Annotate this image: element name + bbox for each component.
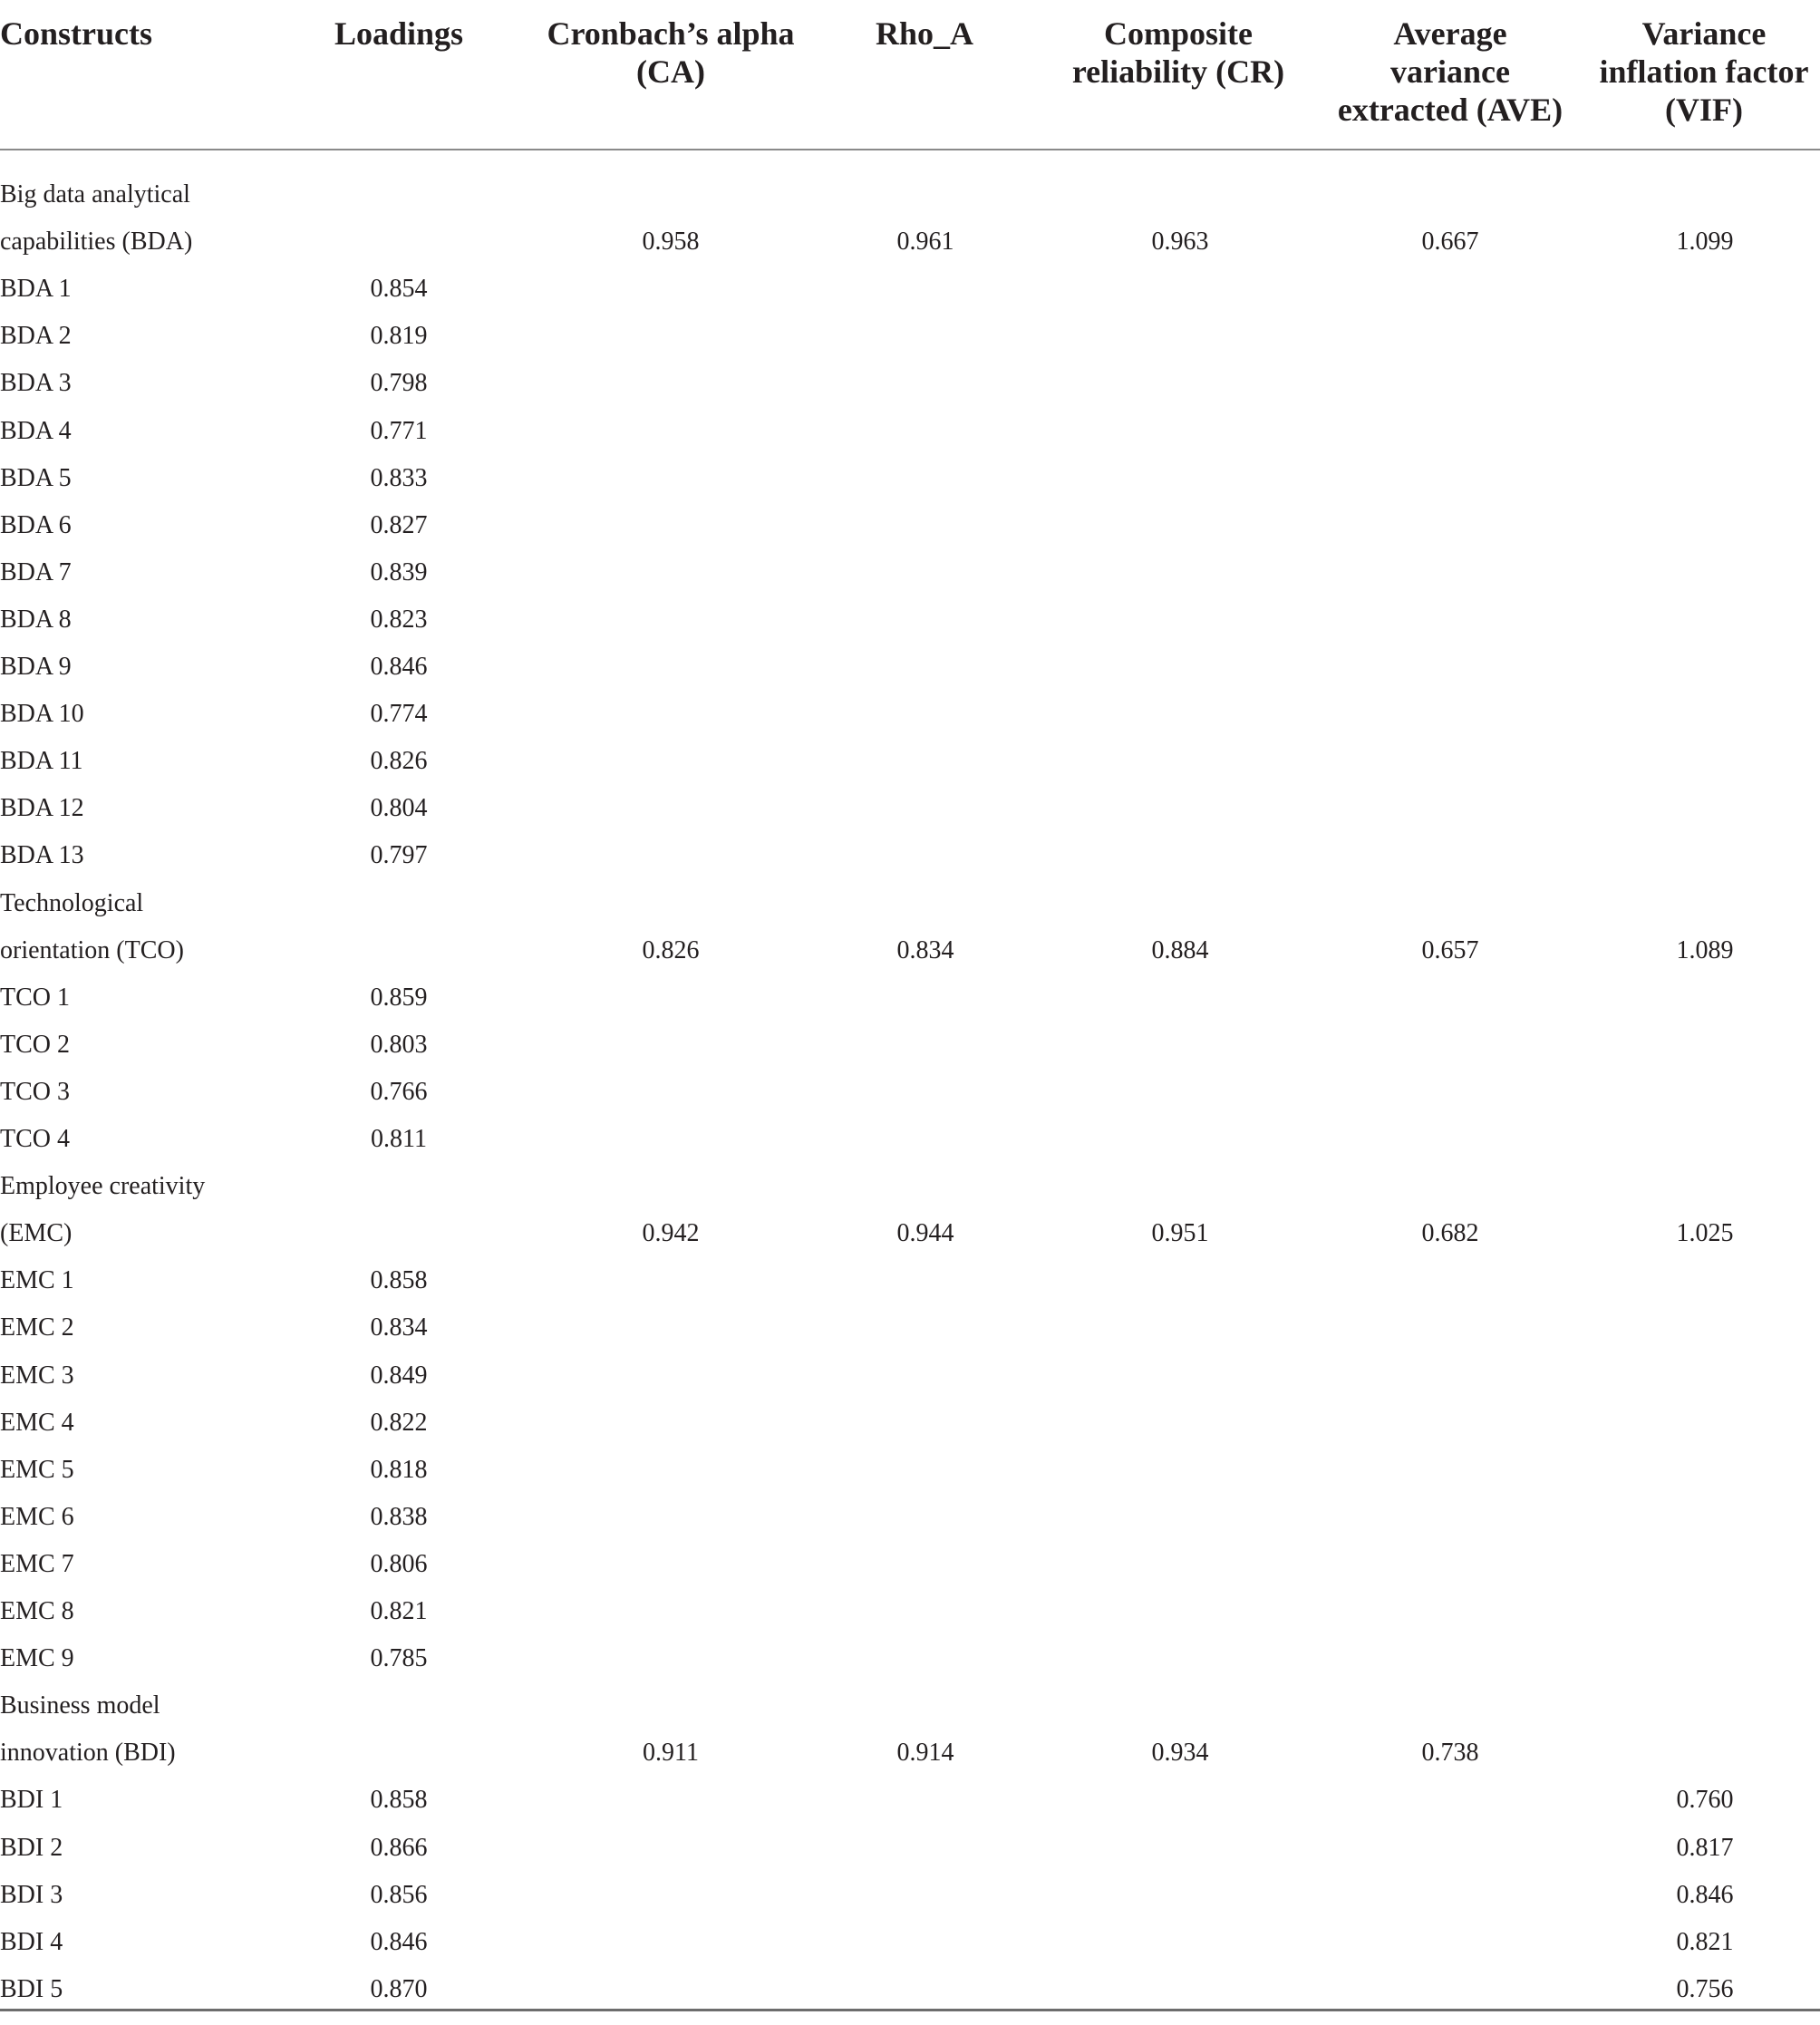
vif-cell: 0.821 — [1676, 1927, 1734, 1956]
vif-cell: 0.817 — [1676, 1833, 1734, 1862]
table-row — [0, 1116, 1820, 1163]
construct-cell: EMC 7 — [0, 1549, 74, 1578]
composite-reliability-cell: 0.934 — [1151, 1739, 1209, 1768]
loading-cell: 0.858 — [370, 1786, 428, 1815]
vif-cell: 0.756 — [1676, 1974, 1734, 2003]
vif-cell: 1.099 — [1676, 228, 1734, 257]
table-row — [0, 644, 1820, 691]
construct-cell: (EMC) — [0, 1219, 73, 1248]
header-loadings: Loadings — [334, 15, 464, 52]
loading-cell: 0.806 — [370, 1549, 428, 1578]
construct-cell: BDA 1 — [0, 275, 72, 304]
construct-cell: Big data analytical — [0, 180, 190, 208]
table-row — [0, 785, 1820, 832]
table-row — [0, 1966, 1820, 2013]
construct-cell: TCO 1 — [0, 983, 70, 1012]
construct-cell: BDA 2 — [0, 322, 72, 351]
table-bottom-rule — [0, 2009, 1820, 2011]
table-row — [0, 1682, 1820, 1729]
table-row — [0, 1163, 1820, 1210]
construct-cell: BDI 2 — [0, 1833, 63, 1862]
loading-cell: 0.838 — [370, 1502, 428, 1531]
loading-cell: 0.774 — [370, 700, 428, 729]
loading-cell: 0.856 — [370, 1880, 428, 1909]
vif-cell: 0.760 — [1676, 1786, 1734, 1815]
loading-cell: 0.822 — [370, 1408, 428, 1437]
loading-cell: 0.798 — [370, 369, 428, 398]
table-header — [0, 0, 1820, 149]
construct-cell: Technological — [0, 888, 144, 917]
construct-cell: EMC 9 — [0, 1644, 74, 1673]
vif-cell: 0.846 — [1676, 1880, 1734, 1909]
loading-cell: 0.826 — [370, 747, 428, 776]
table-row — [0, 549, 1820, 596]
loading-cell: 0.866 — [370, 1833, 428, 1862]
table-row — [0, 313, 1820, 360]
table-row — [0, 218, 1820, 266]
cronbach-alpha-cell: 0.911 — [643, 1739, 699, 1768]
construct-cell: EMC 3 — [0, 1361, 74, 1390]
loading-cell: 0.858 — [370, 1266, 428, 1295]
cronbach-alpha-cell: 0.826 — [642, 935, 700, 964]
table-row — [0, 1257, 1820, 1304]
loading-cell: 0.818 — [370, 1455, 428, 1484]
table-row — [0, 171, 1820, 218]
table-row — [0, 1825, 1820, 1872]
construct-cell: TCO 4 — [0, 1125, 70, 1153]
construct-cell: BDA 6 — [0, 510, 72, 539]
construct-cell: EMC 2 — [0, 1313, 74, 1342]
table-row — [0, 266, 1820, 313]
cronbach-alpha-cell: 0.942 — [642, 1219, 700, 1248]
table-row — [0, 1588, 1820, 1635]
loading-cell: 0.833 — [370, 463, 428, 492]
table-row — [0, 455, 1820, 502]
table-row — [0, 360, 1820, 407]
composite-reliability-cell: 0.963 — [1151, 228, 1209, 257]
header-cronbach-alpha: Cronbach’s alpha (CA) — [547, 15, 795, 90]
construct-cell: BDA 5 — [0, 463, 72, 492]
construct-cell: innovation (BDI) — [0, 1739, 176, 1768]
table-row — [0, 596, 1820, 644]
table-row — [0, 1635, 1820, 1682]
table-row — [0, 1872, 1820, 1919]
ave-cell: 0.667 — [1421, 228, 1479, 257]
loading-cell: 0.811 — [371, 1125, 427, 1153]
loading-cell: 0.854 — [370, 275, 428, 304]
construct-cell: BDA 10 — [0, 700, 84, 729]
loading-cell: 0.834 — [370, 1313, 428, 1342]
loading-cell: 0.823 — [370, 605, 428, 634]
table-row — [0, 502, 1820, 549]
table-row — [0, 1447, 1820, 1494]
table-row — [0, 1400, 1820, 1447]
ave-cell: 0.657 — [1421, 935, 1479, 964]
construct-cell: BDI 3 — [0, 1880, 63, 1909]
construct-cell: TCO 2 — [0, 1030, 70, 1059]
table-row — [0, 880, 1820, 927]
construct-cell: EMC 1 — [0, 1266, 74, 1295]
loading-cell: 0.846 — [370, 1927, 428, 1956]
construct-cell: Business model — [0, 1691, 160, 1720]
loading-cell: 0.804 — [370, 794, 428, 823]
table-row — [0, 1352, 1820, 1400]
rho-a-cell: 0.914 — [896, 1739, 954, 1768]
ave-cell: 0.682 — [1421, 1219, 1479, 1248]
construct-cell: capabilities (BDA) — [0, 228, 193, 257]
table-row — [0, 1494, 1820, 1541]
table-row — [0, 927, 1820, 974]
construct-cell: BDA 13 — [0, 841, 84, 870]
construct-cell: BDA 9 — [0, 653, 72, 681]
header-rho-a: Rho_A — [875, 15, 974, 52]
construct-cell: Employee creativity — [0, 1172, 206, 1201]
loading-cell: 0.766 — [370, 1077, 428, 1106]
cronbach-alpha-cell: 0.958 — [642, 228, 700, 257]
construct-cell: EMC 6 — [0, 1502, 74, 1531]
table-row — [0, 1022, 1820, 1069]
header-vif: Variance inflation factor (VIF) — [1599, 15, 1809, 128]
construct-cell: BDA 4 — [0, 416, 72, 445]
loading-cell: 0.821 — [370, 1597, 428, 1625]
ave-cell: 0.738 — [1421, 1739, 1479, 1768]
table-row — [0, 1919, 1820, 1966]
construct-cell: BDI 1 — [0, 1786, 63, 1815]
table-row — [0, 408, 1820, 455]
table-row — [0, 1777, 1820, 1824]
rho-a-cell: 0.944 — [896, 1219, 954, 1248]
construct-cell: BDA 12 — [0, 794, 84, 823]
table-row — [0, 1304, 1820, 1352]
table-row — [0, 691, 1820, 738]
header-constructs: Constructs — [0, 15, 152, 52]
header-ave: Average variance extracted (AVE) — [1337, 15, 1563, 128]
loading-cell: 0.870 — [370, 1974, 428, 2003]
loading-cell: 0.803 — [370, 1030, 428, 1059]
table-row — [0, 1541, 1820, 1588]
loading-cell: 0.839 — [370, 557, 428, 586]
construct-cell: BDA 3 — [0, 369, 72, 398]
construct-cell: BDA 11 — [0, 747, 83, 776]
construct-cell: EMC 4 — [0, 1408, 74, 1437]
construct-cell: BDA 8 — [0, 605, 72, 634]
loading-cell: 0.846 — [370, 653, 428, 681]
construct-cell: EMC 8 — [0, 1597, 74, 1625]
table-row — [0, 1210, 1820, 1257]
loading-cell: 0.849 — [370, 1361, 428, 1390]
loading-cell: 0.819 — [370, 322, 428, 351]
vif-cell: 1.025 — [1676, 1219, 1734, 1248]
table-row — [0, 738, 1820, 785]
header-divider — [0, 149, 1820, 150]
composite-reliability-cell: 0.951 — [1151, 1219, 1209, 1248]
header-composite-reliability: Composite reliability (CR) — [1071, 15, 1285, 90]
table-row — [0, 1069, 1820, 1116]
loading-cell: 0.771 — [370, 416, 428, 445]
construct-cell: BDI 5 — [0, 1974, 63, 2003]
construct-cell: TCO 3 — [0, 1077, 70, 1106]
composite-reliability-cell: 0.884 — [1151, 935, 1209, 964]
loading-cell: 0.785 — [370, 1644, 428, 1673]
loading-cell: 0.859 — [370, 983, 428, 1012]
rho-a-cell: 0.834 — [896, 935, 954, 964]
construct-cell: BDI 4 — [0, 1927, 63, 1956]
loading-cell: 0.827 — [370, 510, 428, 539]
vif-cell: 1.089 — [1676, 935, 1734, 964]
table-row — [0, 974, 1820, 1022]
construct-cell: EMC 5 — [0, 1455, 74, 1484]
construct-cell: BDA 7 — [0, 557, 72, 586]
table-row — [0, 1729, 1820, 1777]
rho-a-cell: 0.961 — [896, 228, 954, 257]
construct-cell: orientation (TCO) — [0, 935, 184, 964]
table-row — [0, 832, 1820, 879]
loading-cell: 0.797 — [370, 841, 428, 870]
